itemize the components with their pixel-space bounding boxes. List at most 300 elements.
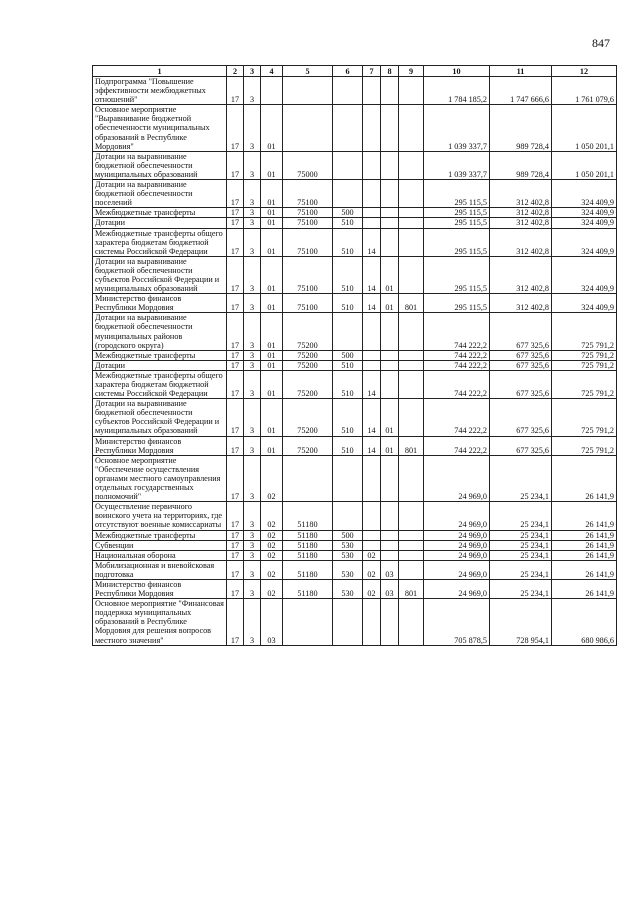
activity-code-cell: 01 <box>261 399 283 436</box>
direction-code-cell: 75100 <box>283 208 333 218</box>
direction-code-cell: 51180 <box>283 579 333 598</box>
row-name-cell: Подпрограмма "Повышение эффективности межбюджетных отношений" <box>93 77 227 105</box>
ministry-code-cell <box>399 218 424 228</box>
column-header: 10 <box>424 66 490 77</box>
table-row <box>93 599 617 645</box>
row-name-cell: Основное мероприятие "Выравнивание бюджетной обеспеченности муниципальных образований в Республике Мордовия" <box>93 105 227 151</box>
column-header: 9 <box>399 66 424 77</box>
expense-type-cell: 510 <box>333 436 363 455</box>
expense-type-cell <box>333 502 363 530</box>
program-code-cell: 17 <box>227 294 244 313</box>
amount-year3-cell: 26 141,9 <box>552 579 617 598</box>
activity-code-cell: 02 <box>261 502 283 530</box>
subprogram-code-cell: 3 <box>244 455 261 501</box>
ministry-code-cell <box>399 360 424 370</box>
subprogram-code-cell: 3 <box>244 599 261 645</box>
direction-code-cell: 75100 <box>283 256 333 293</box>
amount-year2-cell: 677 325,6 <box>490 360 552 370</box>
expense-type-cell: 530 <box>333 579 363 598</box>
activity-code-cell: 01 <box>261 256 283 293</box>
row-name-cell: Межбюджетные трансферты общего характера бюджетам бюджетной системы Российской Федерации <box>93 228 227 256</box>
ministry-code-cell <box>399 502 424 530</box>
activity-code-cell: 01 <box>261 436 283 455</box>
table-row <box>93 151 617 179</box>
subsection-cell <box>381 77 399 105</box>
ministry-code-cell <box>399 550 424 560</box>
subsection-cell <box>381 370 399 398</box>
amount-year1-cell: 744 222,2 <box>424 360 490 370</box>
ministry-code-cell <box>399 350 424 360</box>
amount-year1-cell: 24 969,0 <box>424 530 490 540</box>
subprogram-code-cell: 3 <box>244 313 261 350</box>
subsection-cell: 01 <box>381 436 399 455</box>
direction-code-cell: 75200 <box>283 360 333 370</box>
amount-year2-cell: 25 234,1 <box>490 530 552 540</box>
section-cell <box>363 530 381 540</box>
activity-code-cell: 02 <box>261 540 283 550</box>
section-cell <box>363 360 381 370</box>
amount-year3-cell: 680 986,6 <box>552 599 617 645</box>
amount-year3-cell: 324 409,9 <box>552 256 617 293</box>
row-name-cell: Национальная оборона <box>93 550 227 560</box>
activity-code-cell: 01 <box>261 151 283 179</box>
amount-year3-cell: 324 409,9 <box>552 180 617 208</box>
expense-type-cell: 500 <box>333 350 363 360</box>
ministry-code-cell <box>399 256 424 293</box>
amount-year2-cell: 677 325,6 <box>490 350 552 360</box>
section-cell: 14 <box>363 399 381 436</box>
expense-type-cell <box>333 313 363 350</box>
subsection-cell <box>381 313 399 350</box>
expense-type-cell <box>333 77 363 105</box>
activity-code-cell: 02 <box>261 455 283 501</box>
expense-type-cell: 510 <box>333 370 363 398</box>
subprogram-code-cell: 3 <box>244 350 261 360</box>
program-code-cell: 17 <box>227 502 244 530</box>
section-cell: 14 <box>363 436 381 455</box>
section-cell: 02 <box>363 579 381 598</box>
amount-year2-cell: 677 325,6 <box>490 370 552 398</box>
subsection-cell <box>381 180 399 208</box>
direction-code-cell: 75200 <box>283 399 333 436</box>
subsection-cell <box>381 218 399 228</box>
ministry-code-cell <box>399 105 424 151</box>
amount-year2-cell: 728 954,1 <box>490 599 552 645</box>
row-name-cell: Субвенции <box>93 540 227 550</box>
activity-code-cell: 02 <box>261 579 283 598</box>
program-code-cell: 17 <box>227 436 244 455</box>
subsection-cell: 03 <box>381 560 399 579</box>
section-cell: 14 <box>363 256 381 293</box>
subprogram-code-cell: 3 <box>244 370 261 398</box>
amount-year2-cell: 1 747 666,6 <box>490 77 552 105</box>
subprogram-code-cell: 3 <box>244 151 261 179</box>
table-row <box>93 579 617 598</box>
amount-year1-cell: 295 115,5 <box>424 208 490 218</box>
section-cell <box>363 502 381 530</box>
subsection-cell: 01 <box>381 399 399 436</box>
subprogram-code-cell: 3 <box>244 550 261 560</box>
direction-code-cell: 51180 <box>283 540 333 550</box>
program-code-cell: 17 <box>227 228 244 256</box>
row-name-cell: Дотации на выравнивание бюджетной обеспеченности субъектов Российской Федерации и муниципальных образований <box>93 256 227 293</box>
activity-code-cell <box>261 77 283 105</box>
ministry-code-cell <box>399 399 424 436</box>
amount-year2-cell: 989 728,4 <box>490 105 552 151</box>
program-code-cell: 17 <box>227 105 244 151</box>
subprogram-code-cell: 3 <box>244 228 261 256</box>
direction-code-cell <box>283 599 333 645</box>
subprogram-code-cell: 3 <box>244 180 261 208</box>
subsection-cell <box>381 455 399 501</box>
amount-year2-cell: 677 325,6 <box>490 313 552 350</box>
column-header: 12 <box>552 66 617 77</box>
direction-code-cell <box>283 105 333 151</box>
activity-code-cell: 01 <box>261 218 283 228</box>
row-name-cell: Межбюджетные трансферты <box>93 350 227 360</box>
amount-year1-cell: 744 222,2 <box>424 350 490 360</box>
table-row <box>93 360 617 370</box>
amount-year1-cell: 24 969,0 <box>424 455 490 501</box>
direction-code-cell: 51180 <box>283 550 333 560</box>
subprogram-code-cell: 3 <box>244 579 261 598</box>
row-name-cell: Межбюджетные трансферты <box>93 208 227 218</box>
expense-type-cell <box>333 599 363 645</box>
activity-code-cell: 01 <box>261 180 283 208</box>
amount-year2-cell: 677 325,6 <box>490 399 552 436</box>
row-name-cell: Министерство финансов Республики Мордовия <box>93 579 227 598</box>
subprogram-code-cell: 3 <box>244 560 261 579</box>
table-row <box>93 228 617 256</box>
row-name-cell: Министерство финансов Республики Мордовия <box>93 436 227 455</box>
column-header: 3 <box>244 66 261 77</box>
amount-year2-cell: 25 234,1 <box>490 560 552 579</box>
direction-code-cell: 75100 <box>283 218 333 228</box>
program-code-cell: 17 <box>227 530 244 540</box>
amount-year3-cell: 1 050 201,1 <box>552 105 617 151</box>
column-header: 6 <box>333 66 363 77</box>
table-row <box>93 208 617 218</box>
activity-code-cell: 01 <box>261 360 283 370</box>
program-code-cell: 17 <box>227 313 244 350</box>
amount-year1-cell: 744 222,2 <box>424 370 490 398</box>
ministry-code-cell: 801 <box>399 579 424 598</box>
amount-year2-cell: 25 234,1 <box>490 502 552 530</box>
amount-year1-cell: 24 969,0 <box>424 560 490 579</box>
ministry-code-cell: 801 <box>399 294 424 313</box>
amount-year3-cell: 26 141,9 <box>552 502 617 530</box>
subprogram-code-cell: 3 <box>244 77 261 105</box>
direction-code-cell: 75200 <box>283 350 333 360</box>
section-cell <box>363 455 381 501</box>
ministry-code-cell <box>399 560 424 579</box>
subsection-cell <box>381 208 399 218</box>
table-row <box>93 105 617 151</box>
direction-code-cell <box>283 455 333 501</box>
amount-year3-cell: 725 791,2 <box>552 360 617 370</box>
amount-year1-cell: 24 969,0 <box>424 502 490 530</box>
subsection-cell: 03 <box>381 579 399 598</box>
table-row <box>93 294 617 313</box>
program-code-cell: 17 <box>227 151 244 179</box>
section-cell <box>363 599 381 645</box>
table-row <box>93 560 617 579</box>
expense-type-cell: 530 <box>333 560 363 579</box>
section-cell <box>363 208 381 218</box>
expense-type-cell: 510 <box>333 360 363 370</box>
expense-type-cell <box>333 105 363 151</box>
table-row <box>93 436 617 455</box>
amount-year1-cell: 295 115,5 <box>424 180 490 208</box>
activity-code-cell: 02 <box>261 550 283 560</box>
amount-year3-cell: 26 141,9 <box>552 560 617 579</box>
ministry-code-cell <box>399 455 424 501</box>
amount-year1-cell: 295 115,5 <box>424 256 490 293</box>
subsection-cell <box>381 228 399 256</box>
amount-year1-cell: 24 969,0 <box>424 540 490 550</box>
row-name-cell: Мобилизационная и вневойсковая подготовка <box>93 560 227 579</box>
subprogram-code-cell: 3 <box>244 399 261 436</box>
column-header: 2 <box>227 66 244 77</box>
expense-type-cell: 530 <box>333 550 363 560</box>
subsection-cell <box>381 530 399 540</box>
direction-code-cell: 75100 <box>283 228 333 256</box>
activity-code-cell: 01 <box>261 370 283 398</box>
amount-year1-cell: 1 784 185,2 <box>424 77 490 105</box>
amount-year3-cell: 324 409,9 <box>552 294 617 313</box>
direction-code-cell: 51180 <box>283 560 333 579</box>
amount-year3-cell: 324 409,9 <box>552 218 617 228</box>
subprogram-code-cell: 3 <box>244 294 261 313</box>
amount-year2-cell: 989 728,4 <box>490 151 552 179</box>
row-name-cell: Основное мероприятие "Финансовая поддержка муниципальных образований в Республике Мордовия для решения вопросов местного значения" <box>93 599 227 645</box>
program-code-cell: 17 <box>227 77 244 105</box>
column-header: 8 <box>381 66 399 77</box>
section-cell <box>363 350 381 360</box>
column-header: 7 <box>363 66 381 77</box>
row-name-cell: Министерство финансов Республики Мордовия <box>93 294 227 313</box>
subsection-cell <box>381 360 399 370</box>
amount-year3-cell: 26 141,9 <box>552 455 617 501</box>
section-cell: 02 <box>363 560 381 579</box>
subprogram-code-cell: 3 <box>244 540 261 550</box>
activity-code-cell: 01 <box>261 294 283 313</box>
activity-code-cell: 02 <box>261 560 283 579</box>
amount-year2-cell: 25 234,1 <box>490 455 552 501</box>
column-header: 5 <box>283 66 333 77</box>
amount-year3-cell: 324 409,9 <box>552 228 617 256</box>
subprogram-code-cell: 3 <box>244 530 261 540</box>
amount-year2-cell: 312 402,8 <box>490 256 552 293</box>
amount-year2-cell: 312 402,8 <box>490 294 552 313</box>
section-cell: 02 <box>363 550 381 560</box>
row-name-cell: Основное мероприятие "Обеспечение осуществления органами местного самоуправления отдельных государственных полномочий" <box>93 455 227 501</box>
table-row <box>93 77 617 105</box>
program-code-cell: 17 <box>227 455 244 501</box>
subprogram-code-cell: 3 <box>244 256 261 293</box>
amount-year1-cell: 295 115,5 <box>424 228 490 256</box>
expense-type-cell: 510 <box>333 399 363 436</box>
direction-code-cell: 51180 <box>283 502 333 530</box>
ministry-code-cell <box>399 208 424 218</box>
amount-year1-cell: 295 115,5 <box>424 294 490 313</box>
amount-year1-cell: 744 222,2 <box>424 399 490 436</box>
program-code-cell: 17 <box>227 540 244 550</box>
direction-code-cell: 75100 <box>283 180 333 208</box>
direction-code-cell: 51180 <box>283 530 333 540</box>
amount-year2-cell: 312 402,8 <box>490 228 552 256</box>
direction-code-cell: 75100 <box>283 294 333 313</box>
direction-code-cell: 75200 <box>283 313 333 350</box>
amount-year2-cell: 312 402,8 <box>490 180 552 208</box>
activity-code-cell: 01 <box>261 350 283 360</box>
program-code-cell: 17 <box>227 256 244 293</box>
activity-code-cell: 02 <box>261 530 283 540</box>
expense-type-cell: 510 <box>333 218 363 228</box>
amount-year2-cell: 25 234,1 <box>490 550 552 560</box>
expense-type-cell <box>333 180 363 208</box>
section-cell <box>363 151 381 179</box>
amount-year1-cell: 295 115,5 <box>424 218 490 228</box>
section-cell <box>363 77 381 105</box>
row-name-cell: Дотации на выравнивание бюджетной обеспеченности субъектов Российской Федерации и муниципальных образований <box>93 399 227 436</box>
table-row <box>93 313 617 350</box>
program-code-cell: 17 <box>227 399 244 436</box>
amount-year2-cell: 312 402,8 <box>490 218 552 228</box>
amount-year2-cell: 312 402,8 <box>490 208 552 218</box>
amount-year3-cell: 26 141,9 <box>552 550 617 560</box>
table-row <box>93 502 617 530</box>
row-name-cell: Дотации на выравнивание бюджетной обеспеченности муниципальных районов (городского округа) <box>93 313 227 350</box>
ministry-code-cell <box>399 540 424 550</box>
subprogram-code-cell: 3 <box>244 436 261 455</box>
ministry-code-cell <box>399 599 424 645</box>
program-code-cell: 17 <box>227 218 244 228</box>
subsection-cell <box>381 105 399 151</box>
ministry-code-cell: 801 <box>399 436 424 455</box>
table-row <box>93 256 617 293</box>
direction-code-cell: 75200 <box>283 370 333 398</box>
row-name-cell: Осуществление первичного воинского учета на территориях, где отсутствуют военные комиссариаты <box>93 502 227 530</box>
activity-code-cell: 03 <box>261 599 283 645</box>
expense-type-cell <box>333 151 363 179</box>
amount-year3-cell: 725 791,2 <box>552 436 617 455</box>
activity-code-cell: 01 <box>261 208 283 218</box>
ministry-code-cell <box>399 228 424 256</box>
program-code-cell: 17 <box>227 360 244 370</box>
table-row <box>93 218 617 228</box>
subprogram-code-cell: 3 <box>244 502 261 530</box>
subsection-cell <box>381 599 399 645</box>
amount-year3-cell: 725 791,2 <box>552 350 617 360</box>
subprogram-code-cell: 3 <box>244 218 261 228</box>
subsection-cell: 01 <box>381 256 399 293</box>
table-row <box>93 180 617 208</box>
ministry-code-cell <box>399 180 424 208</box>
activity-code-cell: 01 <box>261 228 283 256</box>
expense-type-cell: 510 <box>333 228 363 256</box>
subsection-cell <box>381 502 399 530</box>
row-name-cell: Дотации <box>93 218 227 228</box>
section-cell <box>363 540 381 550</box>
subsection-cell: 01 <box>381 294 399 313</box>
amount-year2-cell: 25 234,1 <box>490 540 552 550</box>
amount-year1-cell: 24 969,0 <box>424 579 490 598</box>
amount-year1-cell: 24 969,0 <box>424 550 490 560</box>
program-code-cell: 17 <box>227 550 244 560</box>
activity-code-cell: 01 <box>261 105 283 151</box>
direction-code-cell <box>283 77 333 105</box>
program-code-cell: 17 <box>227 579 244 598</box>
amount-year3-cell: 1 761 079,6 <box>552 77 617 105</box>
amount-year3-cell: 725 791,2 <box>552 313 617 350</box>
table-row <box>93 350 617 360</box>
amount-year1-cell: 744 222,2 <box>424 436 490 455</box>
section-cell <box>363 313 381 350</box>
expense-type-cell: 500 <box>333 208 363 218</box>
section-cell <box>363 180 381 208</box>
ministry-code-cell <box>399 370 424 398</box>
amount-year3-cell: 725 791,2 <box>552 399 617 436</box>
amount-year1-cell: 1 039 337,7 <box>424 105 490 151</box>
amount-year3-cell: 26 141,9 <box>552 530 617 540</box>
row-name-cell: Дотации на выравнивание бюджетной обеспеченности поселений <box>93 180 227 208</box>
ministry-code-cell <box>399 151 424 179</box>
subprogram-code-cell: 3 <box>244 208 261 218</box>
ministry-code-cell <box>399 313 424 350</box>
expense-type-cell: 500 <box>333 530 363 540</box>
amount-year1-cell: 705 878,5 <box>424 599 490 645</box>
amount-year3-cell: 1 050 201,1 <box>552 151 617 179</box>
amount-year3-cell: 26 141,9 <box>552 540 617 550</box>
row-name-cell: Дотации <box>93 360 227 370</box>
column-header: 4 <box>261 66 283 77</box>
section-cell: 14 <box>363 294 381 313</box>
amount-year2-cell: 677 325,6 <box>490 436 552 455</box>
row-name-cell: Дотации на выравнивание бюджетной обеспеченности муниципальных образований <box>93 151 227 179</box>
column-header: 1 <box>93 66 227 77</box>
section-cell <box>363 105 381 151</box>
expense-type-cell <box>333 455 363 501</box>
program-code-cell: 17 <box>227 370 244 398</box>
table-row <box>93 540 617 550</box>
table-row <box>93 370 617 398</box>
table-row <box>93 399 617 436</box>
row-name-cell: Межбюджетные трансферты общего характера бюджетам бюджетной системы Российской Федерации <box>93 370 227 398</box>
subprogram-code-cell: 3 <box>244 105 261 151</box>
row-name-cell: Межбюджетные трансферты <box>93 530 227 540</box>
amount-year3-cell: 725 791,2 <box>552 370 617 398</box>
program-code-cell: 17 <box>227 180 244 208</box>
table-row <box>93 530 617 540</box>
direction-code-cell: 75200 <box>283 436 333 455</box>
subsection-cell <box>381 540 399 550</box>
section-cell <box>363 218 381 228</box>
subsection-cell <box>381 550 399 560</box>
amount-year1-cell: 744 222,2 <box>424 313 490 350</box>
header-row <box>93 66 617 77</box>
ministry-code-cell <box>399 77 424 105</box>
program-code-cell: 17 <box>227 208 244 218</box>
subprogram-code-cell: 3 <box>244 360 261 370</box>
expense-type-cell: 510 <box>333 294 363 313</box>
expense-type-cell: 510 <box>333 256 363 293</box>
program-code-cell: 17 <box>227 350 244 360</box>
amount-year2-cell: 25 234,1 <box>490 579 552 598</box>
section-cell: 14 <box>363 228 381 256</box>
direction-code-cell: 75000 <box>283 151 333 179</box>
ministry-code-cell <box>399 530 424 540</box>
